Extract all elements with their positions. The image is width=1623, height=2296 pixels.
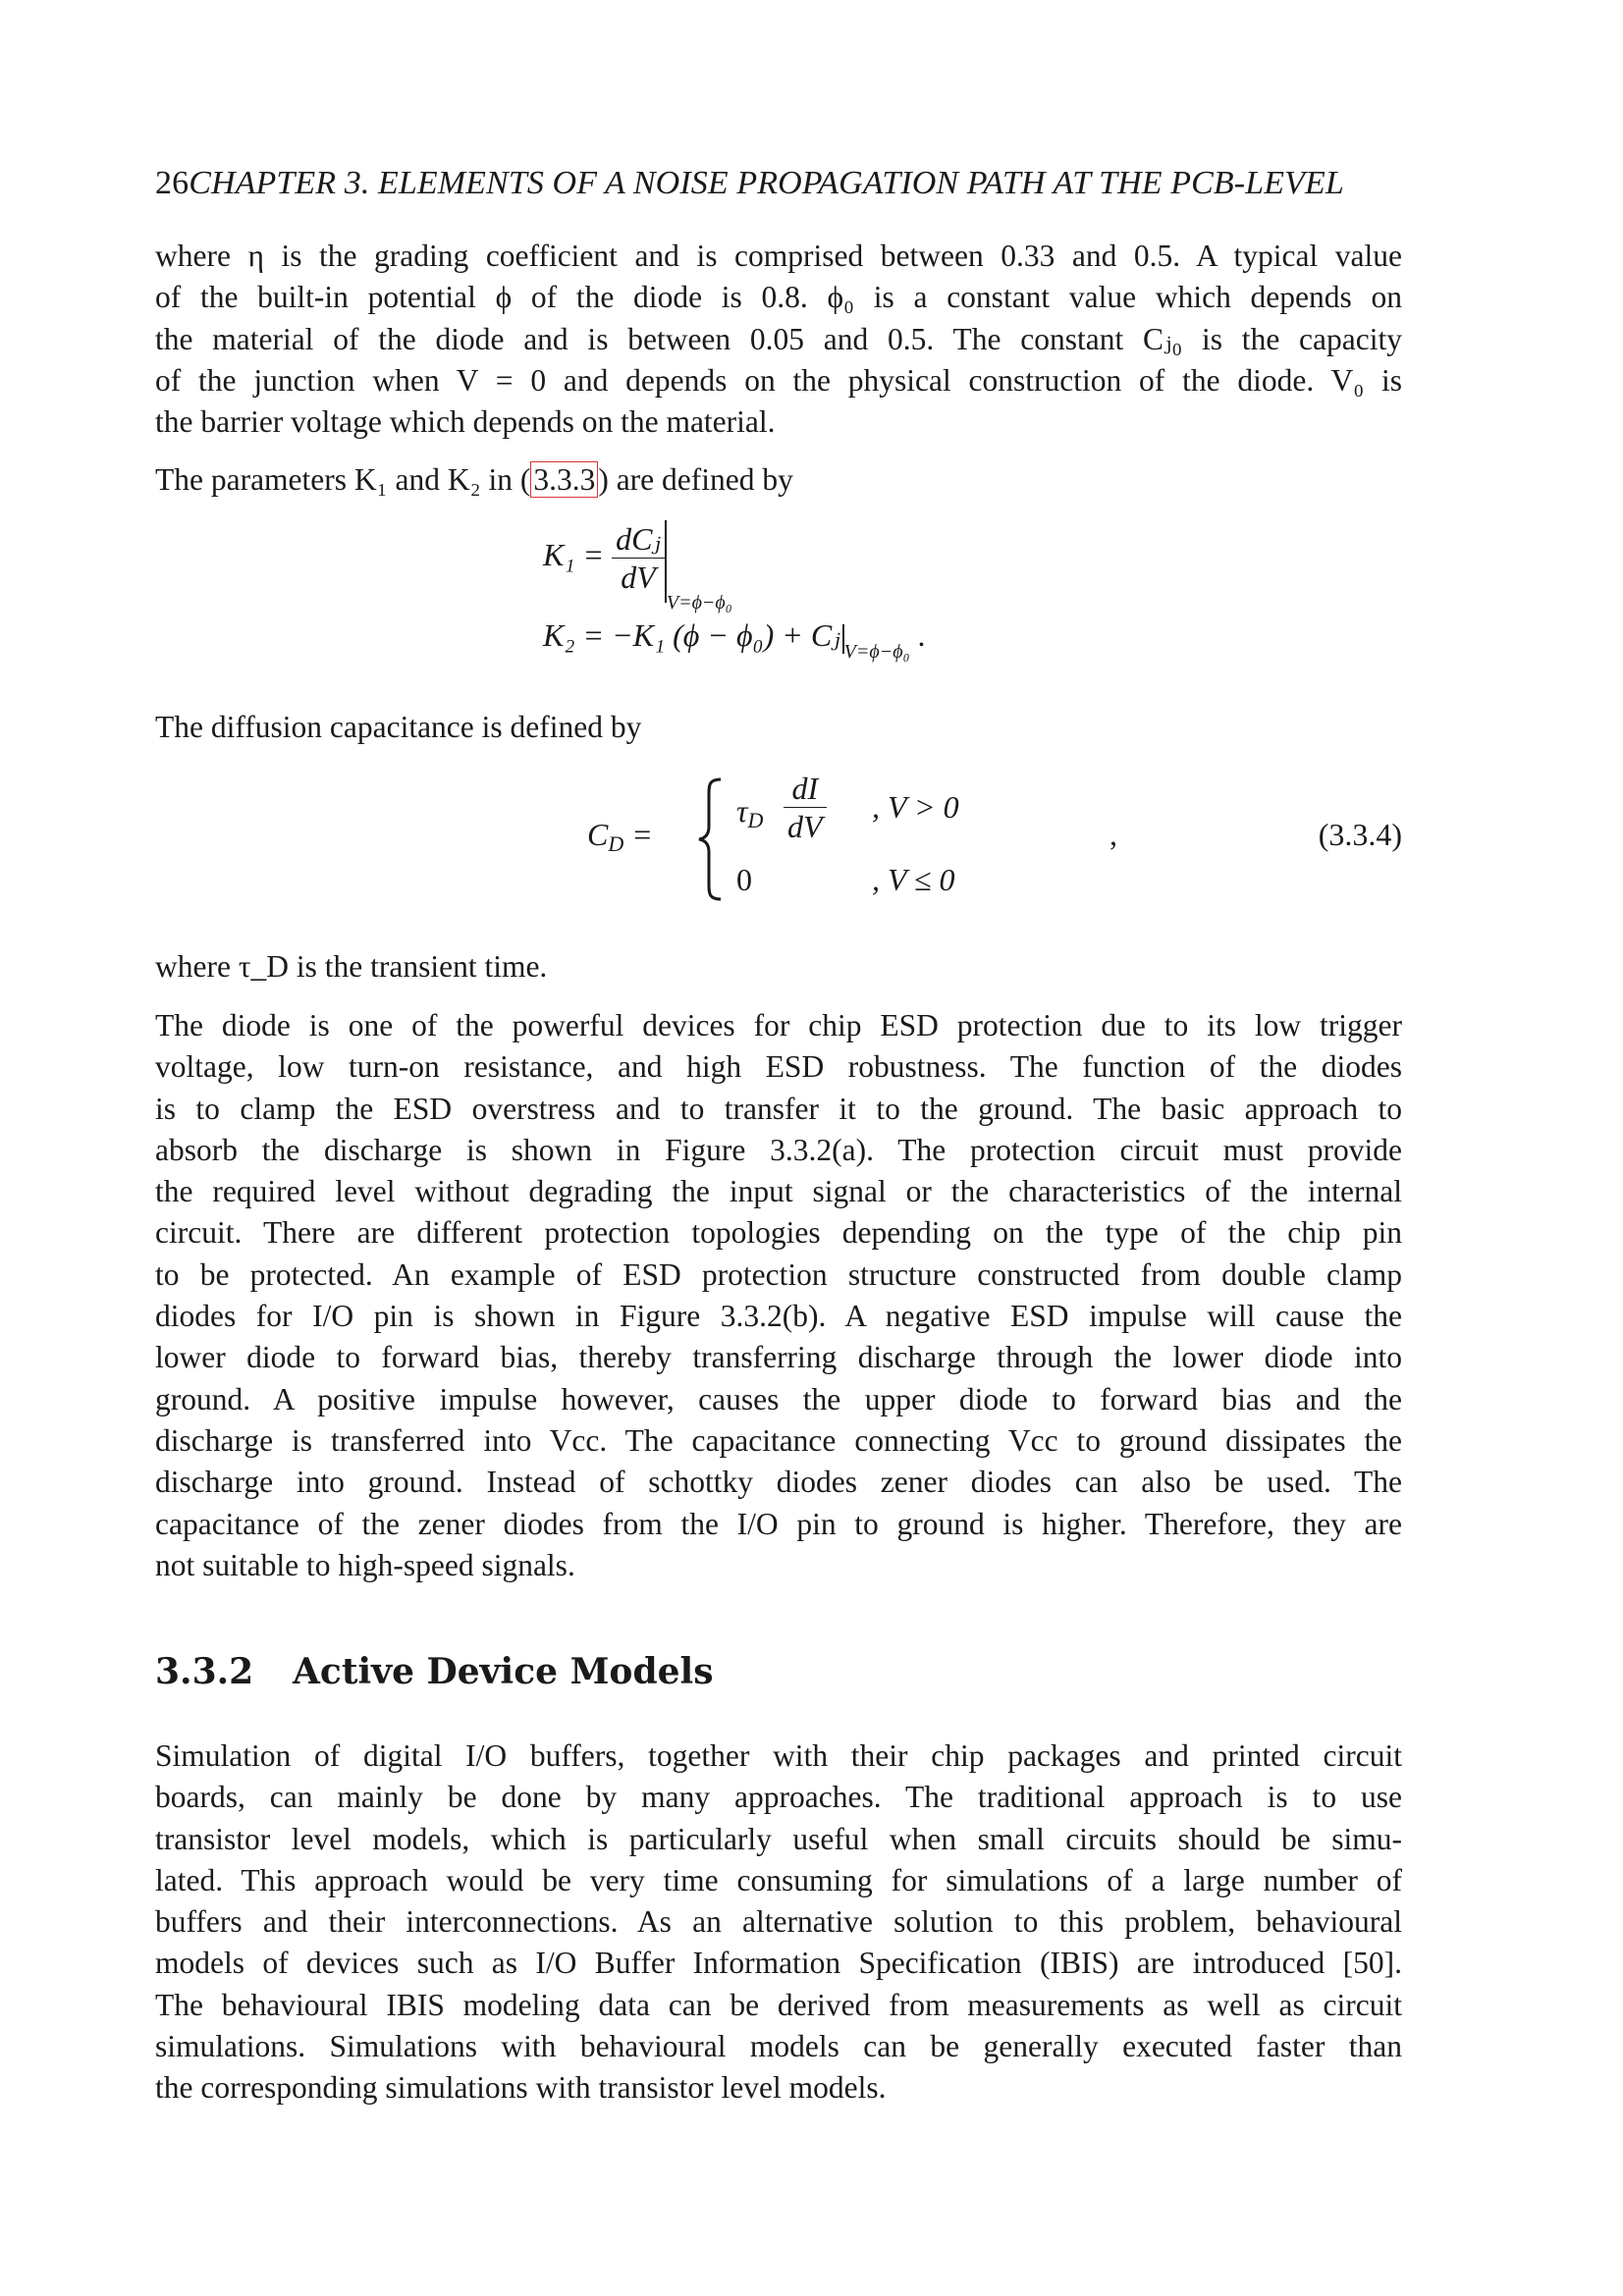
evaluation-point: V=ϕ−ϕ₀ — [666, 592, 732, 614]
text-line: The diode is one of the powerful devices for chip ESD protection due to its low trigger — [155, 1008, 1402, 1042]
text-line: the corresponding simulations with transistor level models. — [155, 2070, 887, 2106]
section-title: Active Device Models — [293, 1651, 714, 1692]
numerator: dCⱼ — [612, 520, 665, 559]
text-line: the barrier voltage which depends on the material. — [155, 404, 776, 440]
text-line: lower diode to forward bias, thereby transferring discharge through the lower diode into — [155, 1340, 1402, 1375]
period: . — [917, 617, 926, 653]
text-line: absorb the discharge is shown in Figure 3.3.2(a). The protection circuit must provide — [155, 1132, 1402, 1167]
text-line: lated. This approach would be very time consuming for simulations of a large number of — [155, 1862, 1402, 1897]
case1-fraction — [784, 770, 827, 845]
paragraph-transient — [155, 946, 1402, 988]
case2-condition: , V ≤ 0 — [872, 862, 955, 897]
text-line: Simulation of digital I/O buffers, together with their chip packages and printed circuit — [155, 1738, 1402, 1773]
text-line: models of devices such as I/O Buffer Information Specification (IBIS) are introduced [50]. — [155, 1946, 1402, 1981]
equation-number: (3.3.4) — [1318, 817, 1402, 852]
text-line: where τ_D is the transient time. — [155, 949, 548, 984]
equation-k2 — [543, 616, 926, 664]
evaluation-point: V=ϕ−ϕ₀ — [843, 641, 910, 663]
text-line: the material of the diode and is between 0.05 and 0.5. The constant Cⱼ₀ is the capacity — [155, 321, 1402, 356]
paragraph-parameters — [155, 459, 1402, 501]
page-number: 26 — [155, 165, 189, 201]
text-line: The diffusion capacitance is defined by — [155, 710, 642, 744]
text-line: boards, can mainly be done by many approaches. The traditional approach is to use — [155, 1780, 1402, 1815]
section-heading — [155, 1651, 713, 1692]
case2-value: 0 — [736, 862, 752, 897]
text-line: to be protected. An example of ESD protection structure constructed from double clamp — [155, 1256, 1402, 1292]
derivative-fraction — [612, 520, 665, 596]
text-line: is to clamp the ESD overstress and to transfer it to the ground. The basic approach to — [155, 1091, 1402, 1126]
paragraph-active-models — [155, 1735, 1402, 2109]
section-number: 3.3.2 — [155, 1651, 254, 1692]
left-brace — [697, 775, 727, 903]
text-line: circuit. There are different protection topologies depending on the type of the chip pin — [155, 1215, 1402, 1251]
trailing-comma: , — [1109, 817, 1117, 852]
case1-coef: $\tau_D$ — [736, 793, 764, 832]
evaluation-bar — [665, 520, 667, 603]
text-line: buffers and their interconnections. As an alternative solution to this problem, behavioural — [155, 1904, 1402, 1940]
denominator: dV — [787, 809, 823, 844]
text-line: discharge into ground. Instead of schottky diodes zener diodes can also be used. The — [155, 1465, 1402, 1500]
k2-lhs: K₂ = — [543, 617, 605, 653]
equation-cd — [587, 771, 1402, 903]
text: The parameters K₁ and K₂ in ( — [155, 462, 531, 497]
text: ) are defined by — [598, 462, 793, 497]
case1-condition: , V > 0 — [872, 789, 959, 825]
text-line: diodes for I/O pin is shown in Figure 3.3.2(b). A negative ESD impulse will cause the — [155, 1299, 1402, 1334]
text-line: of the junction when V = 0 and depends on the physical construction of the diode. V₀ is — [155, 362, 1402, 398]
text-line: where η is the grading coefficient and is comprised between 0.33 and 0.5. A typical value — [155, 239, 1402, 273]
k1-lhs: K₁ = — [543, 537, 605, 572]
text-line: of the built-in potential ϕ of the diode is 0.8. ϕ₀ is a constant value which depends on — [155, 280, 1402, 315]
text-line: discharge is transferred into Vcc. The capacitance connecting Vcc to ground dissipates the — [155, 1422, 1402, 1458]
text-line: voltage, low turn-on resistance, and high ESD robustness. The function of the diodes — [155, 1049, 1402, 1085]
equation-ref-link[interactable]: 3.3.3 — [530, 461, 598, 498]
text-line: capacitance of the zener diodes from the I/O pin to ground is higher. Therefore, they are — [155, 1506, 1402, 1541]
denominator: dV — [621, 560, 656, 596]
text-line: simulations. Simulations with behavioural models can be generally executed faster than — [155, 2029, 1402, 2064]
chapter-title: CHAPTER 3. ELEMENTS OF A NOISE PROPAGATION PATH AT THE PCB-LEVEL — [189, 165, 1344, 201]
equation-k1 — [543, 520, 732, 614]
text-line: not suitable to high-speed signals. — [155, 1547, 575, 1582]
cd-lhs: $C_D$ = — [587, 817, 653, 856]
text-line: transistor level models, which is particularly useful when small circuits should be simu- — [155, 1821, 1402, 1856]
running-header — [155, 165, 1451, 202]
k2-rhs: −K₁ (ϕ − ϕ₀) + Cⱼ — [612, 617, 840, 653]
paragraph-esd — [155, 1005, 1402, 1586]
text-line: ground. A positive impulse however, causes the upper diode to forward bias and the — [155, 1381, 1402, 1416]
text-line: The behavioural IBIS modeling data can be derived from measurements as well as circuit — [155, 1987, 1402, 2022]
numerator: dI — [784, 770, 827, 808]
text-line: the required level without degrading the input signal or the characteristics of the internal — [155, 1174, 1402, 1209]
paragraph-grading — [155, 236, 1402, 443]
paragraph-diffusion — [155, 707, 1402, 748]
